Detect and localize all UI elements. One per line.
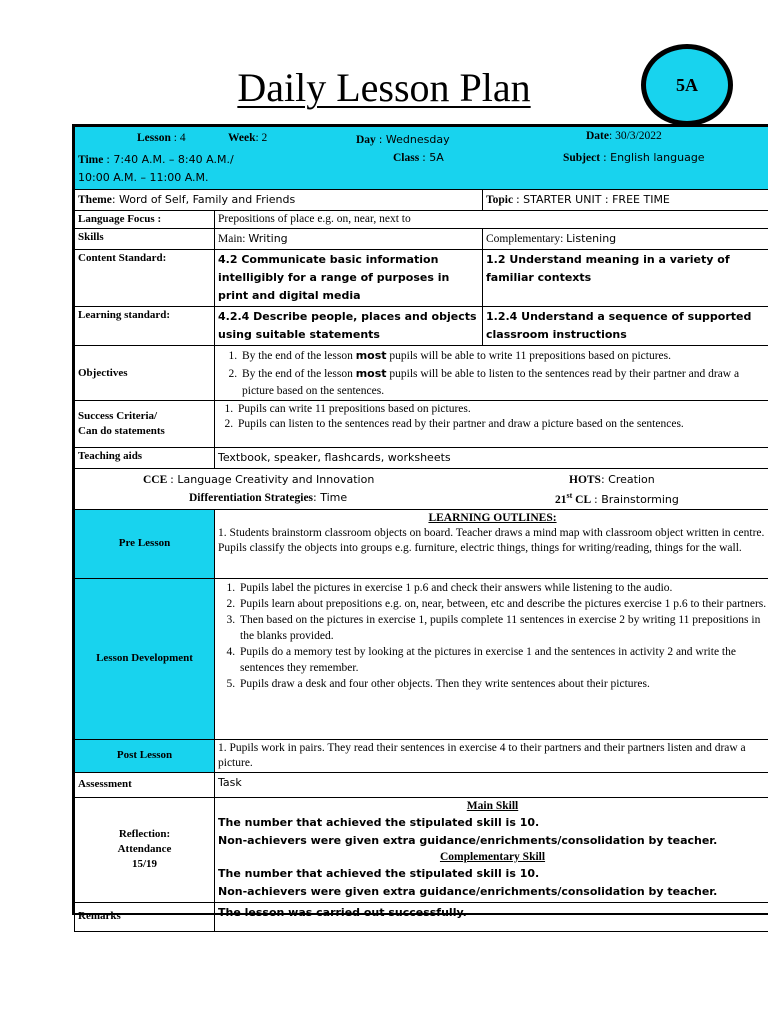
success-criteria-label: Success Criteria/ Can do statements [75,401,215,448]
class-badge: 5A [641,44,733,126]
language-focus-value: Prepositions of place e.g. on, near, next to [215,211,768,229]
lesson-development-cell [215,578,768,739]
success-criteria-item: 2. Pupils can listen to the sentences read by their partner and draw a picture based on the sentences. [236,417,767,432]
week-label: Week [228,132,256,144]
cce-value: : Language Creativity and Innovation [170,473,375,486]
time-value: : 7:40 A.M. – 8:40 A.M./ [106,153,234,166]
remarks-value: The lesson was carried out successfully. [215,902,768,931]
learning-standard-label: Learning standard: [75,307,215,346]
theme-label: Theme [78,194,112,206]
reflection-cell [215,797,768,902]
success-criteria-cell [215,401,768,448]
development-item: 4. Pupils do a memory test by looking at the pictures in exercise 1 and the sentences in activity 2 and write the sentences they remember. [238,644,767,676]
reflection-label: Reflection: Attendance 15/19 [75,797,215,902]
main-skill-cell [215,229,483,250]
development-item: 2. Pupils learn about prepositions e.g. on, near, between, etc and describe the pictures exercise 1 p.6 to their partners. [238,596,767,612]
header-block [75,127,768,190]
post-lesson-label: Post Lesson [75,739,215,772]
complementary-skill-title: Complementary Skill [439,850,546,863]
week-value: : 2 [255,132,268,144]
lesson-value: : 4 [173,132,186,144]
complementary-skill-line: The number that achieved the stipulated skill is 10. [218,866,540,880]
topic-cell [483,190,768,211]
day-label: Day [356,134,376,146]
objective-item: 2. By the end of the lesson most pupils will be able to listen to the sentences read by their partner and draw a picture based on the sentences. [240,365,767,399]
teaching-aids-label: Teaching aids [75,448,215,469]
assessment-label: Assessment [75,772,215,797]
post-lesson-text: 1. Pupils work in pairs. They read their sentences in exercise 4 to their partners and their partners listen and draw a picture. [215,739,768,772]
development-item: 5. Pupils draw a desk and four other objects. Then they write sentences about their pictures. [238,676,767,692]
hots-label: HOTS [569,474,601,486]
comp-skill-label: Complementary: [486,233,564,245]
content-standard-comp: 1.2 Understand meaning in a variety of familiar contexts [483,250,768,307]
date-value: : 30/3/2022 [609,130,662,142]
lesson-development-label: Lesson Development [75,578,215,739]
main-skill-line: The number that achieved the stipulated skill is 10. [218,815,540,829]
complementary-skill-line: Non-achievers were given extra guidance/enrichments/consolidation by teacher. [218,884,718,898]
learning-standard-main: 4.2.4 Describe people, places and objects using suitable statements [215,307,483,346]
main-skill-label: Main: [218,233,246,245]
content-standard-label: Content Standard: [75,250,215,307]
main-skill-value: Writing [248,232,288,245]
pre-lesson-cell [215,509,768,578]
lesson-label: Lesson [137,132,171,144]
cce-label: CCE [143,474,168,486]
comp-skill-value: Listening [566,232,617,245]
skills-label: Skills [75,229,215,250]
teaching-aids-value: Textbook, speaker, flashcards, worksheets [215,448,768,469]
assessment-value: Task [215,772,768,797]
theme-cell [75,190,483,211]
development-item: 3. Then based on the pictures in exercise 1, pupils complete 11 sentences in exercise 2 by writing 11 prepositions in the blanks provided. [238,612,767,644]
time-label: Time [78,154,104,166]
time-value-2: 10:00 A.M. – 11:00 A.M. [78,171,209,184]
main-skill-title: Main Skill [466,799,519,812]
pre-lesson-label: Pre Lesson [75,509,215,578]
theme-value: : Word of Self, Family and Friends [111,193,296,206]
lesson-plan-table [72,124,768,923]
topic-label: Topic [486,194,514,206]
differentiation-label: Differentiation Strategies [189,492,314,504]
comp-skill-cell [483,229,768,250]
day-value: : Wednesday [378,133,450,146]
class-value: : 5A [422,151,444,164]
success-criteria-item: 1. Pupils can write 11 prepositions based on pictures. [236,402,767,417]
cl21-value: : Brainstorming [594,492,679,506]
remarks-label: Remarks [75,902,215,931]
topic-value: : STARTER UNIT : FREE TIME [515,193,670,206]
objectives-label: Objectives [75,346,215,401]
cl21-label: 21st CL [555,491,592,506]
development-item: 1. Pupils label the pictures in exercise 1 p.6 and check their answers while listening to the audio. [238,580,767,596]
page-title: Daily Lesson Plan [237,65,531,110]
language-focus-label: Language Focus : [75,211,215,229]
objectives-cell [215,346,768,401]
date-label: Date [586,130,609,142]
content-standard-main: 4.2 Communicate basic information intelligibly for a range of purposes in print and digital media [215,250,483,307]
class-label: Class [393,152,420,164]
cce-block [75,469,768,510]
learning-outlines-title: LEARNING OUTLINES: [428,511,557,524]
subject-label: Subject [563,152,601,164]
objective-item: 1. By the end of the lesson most pupils will be able to write 11 prepositions based on pictures. [240,347,767,365]
hots-value: : Creation [600,473,655,486]
subject-value: : English language [602,151,705,164]
main-skill-line: Non-achievers were given extra guidance/enrichments/consolidation by teacher. [218,833,718,847]
differentiation-value: : Time [313,491,348,504]
learning-standard-comp: 1.2.4 Understand a sequence of supported classroom instructions [483,307,768,346]
pre-lesson-text: 1. Students brainstorm classroom objects on board. Teacher draws a mind map with classroom object written in centre. Pupils classify the objects into groups e.g. furniture, electric things, things for writing/reading, things for the wall. [218,526,765,554]
